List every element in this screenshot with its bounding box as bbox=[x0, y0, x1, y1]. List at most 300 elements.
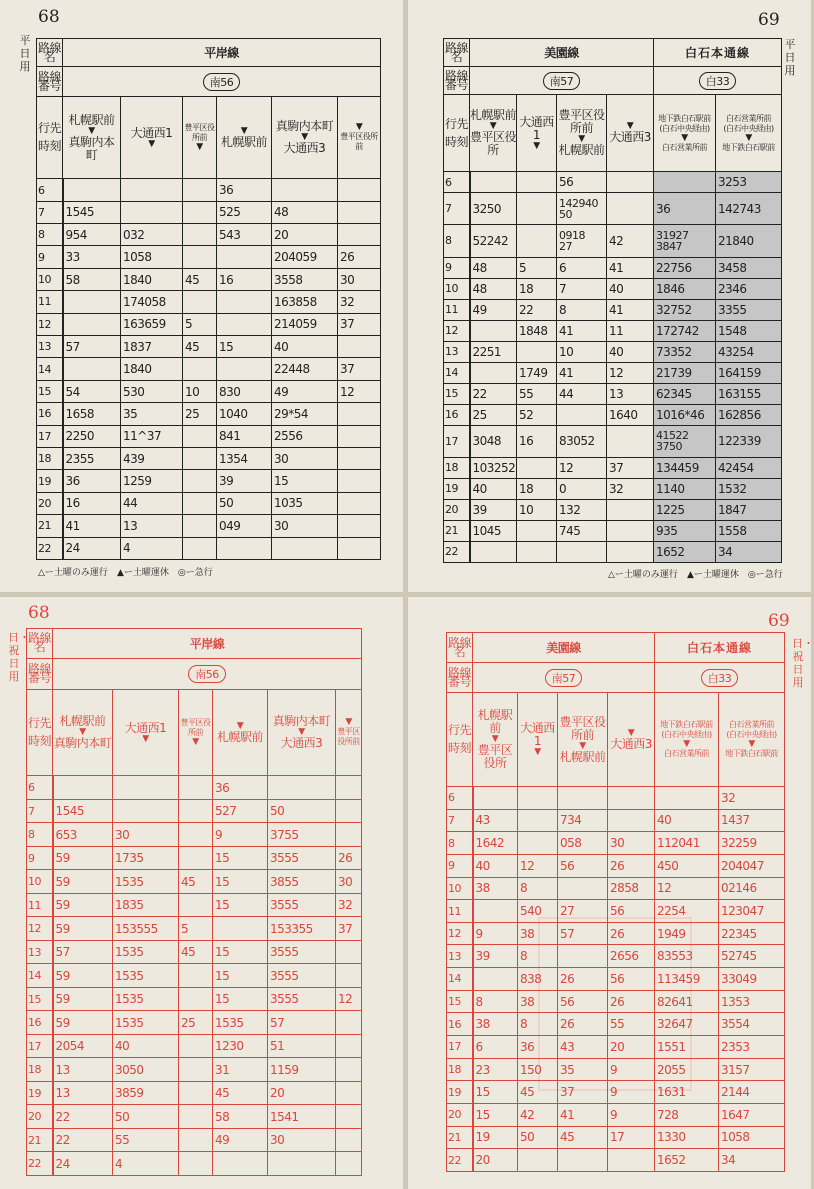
departure-minutes-cell bbox=[217, 537, 272, 559]
hour-row bbox=[447, 787, 785, 810]
hour-row bbox=[37, 448, 381, 470]
departure-minutes-cell: 142743 bbox=[716, 193, 782, 225]
departure-minutes-cell: 20 bbox=[608, 1036, 655, 1059]
hour-cell: 19 bbox=[27, 1081, 53, 1105]
departure-minutes-cell bbox=[338, 537, 381, 559]
hour-cell: 9 bbox=[447, 854, 473, 877]
departure-minutes-cell: 8 bbox=[518, 877, 558, 900]
route-number-badge: 南56 bbox=[188, 665, 226, 683]
departure-minutes-cell: 103252 bbox=[470, 457, 517, 478]
hour-row bbox=[37, 201, 381, 223]
departure-minutes-cell bbox=[179, 1081, 213, 1105]
hour-row bbox=[37, 358, 381, 380]
page-number: 68 bbox=[38, 7, 60, 27]
hour-row bbox=[447, 877, 785, 900]
departure-minutes-cell: 20 bbox=[268, 1081, 336, 1105]
departure-minutes-cell: 10 bbox=[183, 380, 217, 402]
departure-minutes-cell bbox=[607, 172, 654, 193]
hour-row bbox=[27, 1152, 362, 1176]
hour-row bbox=[444, 478, 782, 499]
hour-row bbox=[27, 1105, 362, 1129]
departure-minutes-cell bbox=[217, 246, 272, 268]
hour-cell: 8 bbox=[444, 225, 470, 257]
route-number-badge-b: 白33 bbox=[699, 72, 737, 90]
departure-minutes-cell: 22345 bbox=[719, 922, 785, 945]
departure-minutes-cell: 30 bbox=[608, 832, 655, 855]
departure-minutes-cell: 13 bbox=[121, 515, 183, 537]
departure-minutes-cell: 36 bbox=[217, 179, 272, 201]
hour-cell: 6 bbox=[447, 787, 473, 810]
hour-cell: 19 bbox=[37, 470, 63, 492]
departure-minutes-cell: 15 bbox=[213, 870, 268, 894]
departure-minutes-cell: 29*54 bbox=[272, 403, 338, 425]
stop-header: 札幌駅前 ▼ 真駒内本町 bbox=[53, 690, 113, 776]
hour-cell: 17 bbox=[37, 425, 63, 447]
departure-minutes-cell bbox=[336, 823, 362, 847]
hour-cell: 9 bbox=[27, 846, 53, 870]
hour-row bbox=[444, 499, 782, 520]
hour-row bbox=[447, 945, 785, 968]
departure-minutes-cell: 954 bbox=[63, 224, 121, 246]
departure-minutes-cell: 1040 bbox=[217, 403, 272, 425]
departure-minutes-cell: 15 bbox=[213, 964, 268, 988]
departure-minutes-cell: 1354 bbox=[217, 448, 272, 470]
departure-minutes-cell: 62345 bbox=[654, 383, 716, 404]
departure-minutes-cell: 18 bbox=[517, 478, 557, 499]
departure-minutes-cell bbox=[121, 179, 183, 201]
hour-row bbox=[444, 520, 782, 541]
hour-cell: 16 bbox=[447, 1013, 473, 1036]
hour-cell: 14 bbox=[27, 964, 53, 988]
stop-header: 豊平区役所前 ▼ 札幌駅前 bbox=[557, 95, 607, 172]
hour-row bbox=[37, 380, 381, 402]
departure-minutes-cell bbox=[53, 776, 113, 800]
departure-minutes-cell: 35 bbox=[121, 403, 183, 425]
route-number-badge-a: 南57 bbox=[545, 669, 583, 687]
departure-minutes-cell: 38 bbox=[518, 922, 558, 945]
departure-minutes-cell: 43 bbox=[473, 809, 518, 832]
departure-minutes-cell bbox=[470, 541, 517, 562]
departure-minutes-cell bbox=[518, 787, 558, 810]
hour-row bbox=[447, 900, 785, 923]
departure-minutes-cell: 745 bbox=[557, 520, 607, 541]
departure-minutes-cell: 24 bbox=[53, 1152, 113, 1176]
departure-minutes-cell: 45 bbox=[213, 1081, 268, 1105]
hour-row bbox=[444, 278, 782, 299]
departure-minutes-cell: 1532 bbox=[716, 478, 782, 499]
departure-minutes-cell: 2054 bbox=[53, 1034, 113, 1058]
departure-minutes-cell: 56 bbox=[558, 990, 608, 1013]
hour-cell: 22 bbox=[27, 1152, 53, 1176]
departure-minutes-cell: 40 bbox=[473, 854, 518, 877]
departure-minutes-cell bbox=[338, 179, 381, 201]
hour-row bbox=[27, 1081, 362, 1105]
departure-minutes-cell: 40 bbox=[470, 478, 517, 499]
departure-minutes-cell: 163858 bbox=[272, 291, 338, 313]
departure-minutes-cell: 57 bbox=[53, 940, 113, 964]
departure-minutes-cell: 1640 bbox=[607, 404, 654, 425]
departure-minutes-cell: 41522 3750 bbox=[654, 425, 716, 457]
route-number-label: 路線番号 bbox=[27, 658, 53, 689]
departure-minutes-cell: 32 bbox=[336, 893, 362, 917]
hour-cell: 19 bbox=[447, 1081, 473, 1104]
departure-minutes-cell bbox=[558, 1149, 608, 1172]
hour-row bbox=[447, 922, 785, 945]
hour-cell: 14 bbox=[37, 358, 63, 380]
departure-minutes-cell: 55 bbox=[113, 1128, 179, 1152]
departure-minutes-cell: 1058 bbox=[719, 1126, 785, 1149]
departure-minutes-cell: 22 bbox=[53, 1128, 113, 1152]
departure-minutes-cell: 1535 bbox=[113, 870, 179, 894]
departure-minutes-cell: 0 bbox=[557, 478, 607, 499]
departure-minutes-cell: 9 bbox=[608, 1081, 655, 1104]
hour-cell: 21 bbox=[447, 1126, 473, 1149]
departure-minutes-cell: 12 bbox=[336, 987, 362, 1011]
timetable bbox=[443, 38, 782, 563]
departure-minutes-cell: 25 bbox=[183, 403, 217, 425]
departure-minutes-cell: 3855 bbox=[268, 870, 336, 894]
dest-hour-label: 行先 時刻 bbox=[447, 693, 473, 787]
hour-cell: 16 bbox=[37, 403, 63, 425]
departure-minutes-cell: 31 bbox=[213, 1058, 268, 1082]
departure-minutes-cell bbox=[518, 1149, 558, 1172]
departure-minutes-cell: 40 bbox=[272, 336, 338, 358]
departure-minutes-cell: 3050 bbox=[113, 1058, 179, 1082]
departure-minutes-cell bbox=[179, 799, 213, 823]
hour-cell: 20 bbox=[447, 1103, 473, 1126]
departure-minutes-cell: 1259 bbox=[121, 470, 183, 492]
departure-minutes-cell: 163659 bbox=[121, 313, 183, 335]
departure-minutes-cell: 41 bbox=[557, 320, 607, 341]
departure-minutes-cell bbox=[113, 799, 179, 823]
departure-minutes-cell: 32 bbox=[338, 291, 381, 313]
schedule-type-label: 平日用 bbox=[784, 38, 796, 77]
departure-minutes-cell: 15 bbox=[272, 470, 338, 492]
departure-minutes-cell: 0918 27 bbox=[557, 225, 607, 257]
departure-minutes-cell: 41 bbox=[607, 257, 654, 278]
hour-row bbox=[27, 940, 362, 964]
route-name-b: 白石本通線 bbox=[654, 39, 782, 67]
hour-cell: 15 bbox=[447, 990, 473, 1013]
hour-cell: 6 bbox=[444, 172, 470, 193]
departure-minutes-cell: 10 bbox=[557, 341, 607, 362]
departure-minutes-cell: 49 bbox=[470, 299, 517, 320]
departure-minutes-cell: 1535 bbox=[113, 940, 179, 964]
hour-cell: 16 bbox=[444, 404, 470, 425]
hour-cell: 22 bbox=[37, 537, 63, 559]
departure-minutes-cell: 1837 bbox=[121, 336, 183, 358]
departure-minutes-cell: 2251 bbox=[470, 341, 517, 362]
page-69-weekday bbox=[408, 0, 811, 592]
departure-minutes-cell bbox=[557, 404, 607, 425]
departure-minutes-cell: 13 bbox=[53, 1058, 113, 1082]
departure-minutes-cell: 439 bbox=[121, 448, 183, 470]
stop-header: 札幌駅前 ▼ 真駒内本町 bbox=[63, 97, 121, 179]
schedule-type-label: 日・祝日用 bbox=[792, 637, 814, 689]
stop-header: ▼ 札幌駅前 bbox=[213, 690, 268, 776]
departure-minutes-cell bbox=[517, 172, 557, 193]
departure-minutes-cell: 23 bbox=[473, 1058, 518, 1081]
route-name-label: 路線名 bbox=[37, 39, 63, 67]
page-68-holiday bbox=[0, 597, 403, 1189]
departure-minutes-cell: 15 bbox=[473, 1103, 518, 1126]
departure-minutes-cell: 1642 bbox=[473, 832, 518, 855]
departure-minutes-cell: 40 bbox=[607, 341, 654, 362]
departure-minutes-cell: 5 bbox=[517, 257, 557, 278]
stop-header: 大通西1 ▼ bbox=[517, 95, 557, 172]
departure-minutes-cell: 31927 3847 bbox=[654, 225, 716, 257]
hour-row bbox=[444, 341, 782, 362]
departure-minutes-cell: 56 bbox=[608, 968, 655, 991]
hour-cell: 12 bbox=[444, 320, 470, 341]
departure-minutes-cell: 12 bbox=[557, 457, 607, 478]
departure-minutes-cell: 530 bbox=[121, 380, 183, 402]
route-name-a: 美園線 bbox=[473, 633, 655, 663]
hour-cell: 15 bbox=[27, 987, 53, 1011]
departure-minutes-cell: 34 bbox=[719, 1149, 785, 1172]
hour-cell: 8 bbox=[37, 224, 63, 246]
hour-cell: 17 bbox=[444, 425, 470, 457]
departure-minutes-cell: 3755 bbox=[268, 823, 336, 847]
departure-minutes-cell: 142940 50 bbox=[557, 193, 607, 225]
departure-minutes-cell: 32 bbox=[607, 478, 654, 499]
route-number-badge: 南56 bbox=[203, 73, 241, 91]
hour-row bbox=[447, 1149, 785, 1172]
departure-minutes-cell: 2346 bbox=[716, 278, 782, 299]
route-name-label: 路線名 bbox=[444, 39, 470, 67]
timetable bbox=[26, 628, 362, 1176]
departure-minutes-cell: 3048 bbox=[470, 425, 517, 457]
stop-header: 地下鉄白石駅前 (白石中央経由) ▼ 白石営業所前 bbox=[654, 95, 716, 172]
hour-row bbox=[27, 799, 362, 823]
hour-row bbox=[444, 362, 782, 383]
departure-minutes-cell bbox=[268, 1152, 336, 1176]
hour-row bbox=[37, 336, 381, 358]
hour-row bbox=[447, 854, 785, 877]
departure-minutes-cell bbox=[518, 809, 558, 832]
departure-minutes-cell: 55 bbox=[517, 383, 557, 404]
departure-minutes-cell: 1230 bbox=[213, 1034, 268, 1058]
route-number-label: 路線番号 bbox=[37, 67, 63, 97]
departure-minutes-cell: 45 bbox=[179, 870, 213, 894]
departure-minutes-cell: 1548 bbox=[716, 320, 782, 341]
departure-minutes-cell: 164159 bbox=[716, 362, 782, 383]
departure-minutes-cell: 36 bbox=[654, 193, 716, 225]
departure-minutes-cell: 3555 bbox=[268, 846, 336, 870]
departure-minutes-cell: 058 bbox=[558, 832, 608, 855]
departure-minutes-cell: 32752 bbox=[654, 299, 716, 320]
stop-header: ▼ 大通西3 bbox=[608, 693, 655, 787]
departure-minutes-cell bbox=[338, 224, 381, 246]
departure-minutes-cell: 1735 bbox=[113, 846, 179, 870]
hour-row bbox=[37, 470, 381, 492]
hour-cell: 10 bbox=[447, 877, 473, 900]
departure-minutes-cell bbox=[179, 987, 213, 1011]
departure-minutes-cell: 48 bbox=[470, 278, 517, 299]
departure-minutes-cell: 653 bbox=[53, 823, 113, 847]
departure-minutes-cell: 34 bbox=[716, 541, 782, 562]
hour-cell: 14 bbox=[447, 968, 473, 991]
departure-minutes-cell: 22756 bbox=[654, 257, 716, 278]
departure-minutes-cell: 55 bbox=[608, 1013, 655, 1036]
hour-row bbox=[37, 268, 381, 290]
stop-header: ▼ 豊平区役所前 bbox=[338, 97, 381, 179]
departure-minutes-cell: 1848 bbox=[517, 320, 557, 341]
departure-minutes-cell bbox=[217, 291, 272, 313]
departure-minutes-cell: 1058 bbox=[121, 246, 183, 268]
departure-minutes-cell bbox=[183, 179, 217, 201]
departure-minutes-cell bbox=[608, 787, 655, 810]
departure-minutes-cell: 36 bbox=[213, 776, 268, 800]
departure-minutes-cell bbox=[183, 492, 217, 514]
hour-cell: 10 bbox=[27, 870, 53, 894]
departure-minutes-cell: 73352 bbox=[654, 341, 716, 362]
departure-minutes-cell: 174058 bbox=[121, 291, 183, 313]
departure-minutes-cell bbox=[470, 362, 517, 383]
hour-row bbox=[444, 172, 782, 193]
departure-minutes-cell bbox=[517, 541, 557, 562]
departure-minutes-cell: 39 bbox=[473, 945, 518, 968]
departure-minutes-cell: 52745 bbox=[719, 945, 785, 968]
hour-row bbox=[27, 987, 362, 1011]
departure-minutes-cell: 39 bbox=[217, 470, 272, 492]
departure-minutes-cell: 30 bbox=[268, 1128, 336, 1152]
departure-minutes-cell: 41 bbox=[558, 1103, 608, 1126]
hour-row bbox=[447, 1013, 785, 1036]
departure-minutes-cell: 1652 bbox=[655, 1149, 719, 1172]
departure-minutes-cell: 50 bbox=[113, 1105, 179, 1129]
departure-minutes-cell bbox=[655, 787, 719, 810]
departure-minutes-cell: 935 bbox=[654, 520, 716, 541]
departure-minutes-cell bbox=[63, 358, 121, 380]
hour-cell: 17 bbox=[27, 1034, 53, 1058]
stop-header: 白石営業所前 (白石中央経由) ▼ 地下鉄白石駅前 bbox=[716, 95, 782, 172]
departure-minutes-cell: 9 bbox=[608, 1058, 655, 1081]
departure-minutes-cell: 21739 bbox=[654, 362, 716, 383]
hour-row bbox=[27, 1034, 362, 1058]
departure-minutes-cell: 15 bbox=[213, 846, 268, 870]
departure-minutes-cell: 32 bbox=[719, 787, 785, 810]
departure-minutes-cell: 59 bbox=[53, 987, 113, 1011]
legend: △ー土曜のみ運行 ▲ー土曜運休 ◎ー急行 bbox=[38, 568, 213, 578]
departure-minutes-cell bbox=[336, 964, 362, 988]
hour-row bbox=[37, 492, 381, 514]
departure-minutes-cell: 12 bbox=[338, 380, 381, 402]
departure-minutes-cell: 36 bbox=[63, 470, 121, 492]
departure-minutes-cell bbox=[607, 193, 654, 225]
departure-minutes-cell: 9 bbox=[213, 823, 268, 847]
departure-minutes-cell: 1535 bbox=[213, 1011, 268, 1035]
departure-minutes-cell: 8 bbox=[473, 990, 518, 1013]
departure-minutes-cell bbox=[183, 515, 217, 537]
departure-minutes-cell bbox=[179, 823, 213, 847]
stop-header: 大通西1 ▼ bbox=[518, 693, 558, 787]
departure-minutes-cell bbox=[517, 225, 557, 257]
hour-row bbox=[37, 515, 381, 537]
departure-minutes-cell: 2254 bbox=[655, 900, 719, 923]
departure-minutes-cell: 4 bbox=[121, 537, 183, 559]
hour-cell: 17 bbox=[447, 1036, 473, 1059]
departure-minutes-cell bbox=[338, 492, 381, 514]
hour-row bbox=[37, 224, 381, 246]
departure-minutes-cell bbox=[179, 893, 213, 917]
departure-minutes-cell bbox=[338, 336, 381, 358]
departure-minutes-cell: 37 bbox=[607, 457, 654, 478]
departure-minutes-cell: 1551 bbox=[655, 1036, 719, 1059]
departure-minutes-cell: 122339 bbox=[716, 425, 782, 457]
hour-row bbox=[447, 1126, 785, 1149]
departure-minutes-cell: 1437 bbox=[719, 809, 785, 832]
hour-row bbox=[27, 964, 362, 988]
departure-minutes-cell: 33049 bbox=[719, 968, 785, 991]
departure-minutes-cell bbox=[558, 877, 608, 900]
stop-header: 札幌駅前 ▼ 豊平区役所 bbox=[470, 95, 517, 172]
departure-minutes-cell: 8 bbox=[518, 945, 558, 968]
departure-minutes-cell: 39 bbox=[470, 499, 517, 520]
departure-minutes-cell: 2250 bbox=[63, 425, 121, 447]
departure-minutes-cell: 150 bbox=[518, 1058, 558, 1081]
departure-minutes-cell: 2144 bbox=[719, 1081, 785, 1104]
hour-cell: 10 bbox=[37, 268, 63, 290]
departure-minutes-cell: 37 bbox=[336, 917, 362, 941]
departure-minutes-cell: 49 bbox=[272, 380, 338, 402]
departure-minutes-cell bbox=[183, 201, 217, 223]
departure-minutes-cell: 2355 bbox=[63, 448, 121, 470]
departure-minutes-cell: 43 bbox=[558, 1036, 608, 1059]
departure-minutes-cell: 113459 bbox=[655, 968, 719, 991]
departure-minutes-cell: 3555 bbox=[268, 940, 336, 964]
departure-minutes-cell: 41 bbox=[557, 362, 607, 383]
departure-minutes-cell bbox=[557, 541, 607, 562]
hour-cell: 12 bbox=[27, 917, 53, 941]
departure-minutes-cell: 40 bbox=[655, 809, 719, 832]
hour-row bbox=[37, 246, 381, 268]
route-name-a: 美園線 bbox=[470, 39, 654, 67]
hour-cell: 7 bbox=[444, 193, 470, 225]
departure-minutes-cell: 1545 bbox=[53, 799, 113, 823]
departure-minutes-cell bbox=[336, 1034, 362, 1058]
hour-row bbox=[37, 403, 381, 425]
stop-header: ▼ 豊平区役所前 bbox=[336, 690, 362, 776]
stop-header: 豊平区役所前 ▼ bbox=[183, 97, 217, 179]
departure-minutes-cell bbox=[517, 193, 557, 225]
departure-minutes-cell: 11 bbox=[607, 320, 654, 341]
route-name: 平岸線 bbox=[53, 629, 362, 659]
departure-minutes-cell: 50 bbox=[217, 492, 272, 514]
stop-header: 豊平区役所前 ▼ bbox=[179, 690, 213, 776]
departure-minutes-cell: 21840 bbox=[716, 225, 782, 257]
departure-minutes-cell: 16 bbox=[517, 425, 557, 457]
hour-cell: 9 bbox=[37, 246, 63, 268]
departure-minutes-cell: 527 bbox=[213, 799, 268, 823]
stop-header: ▼ 札幌駅前 bbox=[217, 97, 272, 179]
departure-minutes-cell: 16 bbox=[63, 492, 121, 514]
hour-row bbox=[444, 541, 782, 562]
hour-row bbox=[27, 846, 362, 870]
departure-minutes-cell: 12 bbox=[655, 877, 719, 900]
departure-minutes-cell bbox=[517, 520, 557, 541]
hour-cell: 18 bbox=[27, 1058, 53, 1082]
hour-row bbox=[444, 193, 782, 225]
departure-minutes-cell bbox=[63, 291, 121, 313]
departure-minutes-cell: 6 bbox=[473, 1036, 518, 1059]
departure-minutes-cell: 45 bbox=[179, 940, 213, 964]
stop-header: 大通西1 ▼ bbox=[113, 690, 179, 776]
departure-minutes-cell bbox=[338, 201, 381, 223]
departure-minutes-cell: 30 bbox=[338, 268, 381, 290]
departure-minutes-cell: 30 bbox=[272, 515, 338, 537]
departure-minutes-cell: 45 bbox=[183, 336, 217, 358]
